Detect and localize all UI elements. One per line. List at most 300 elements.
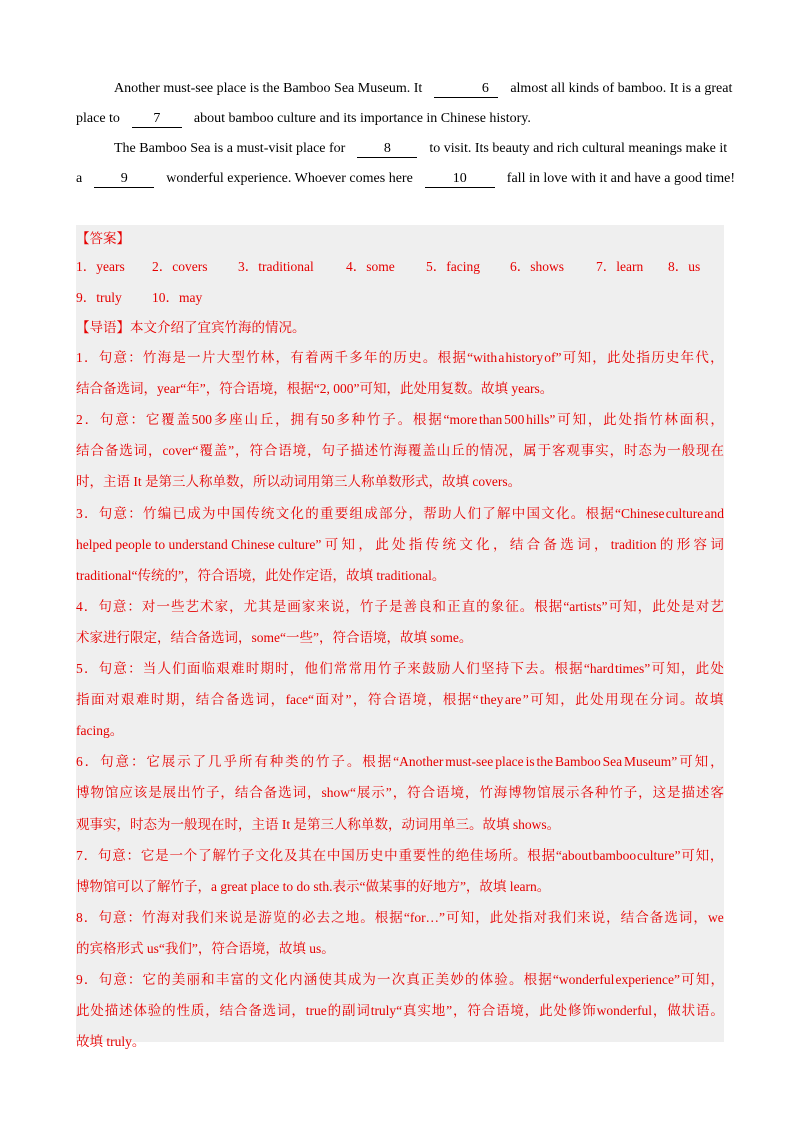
text-chunk: 符 xyxy=(407,785,421,801)
text-chunk: 。 xyxy=(422,350,437,365)
text-chunk: 文 xyxy=(541,505,555,521)
text-chunk: 指 xyxy=(636,350,650,365)
text-chunk: 6 xyxy=(76,754,83,770)
explanation-line: 的宾格形式 us“我们”，符合语境，故填 us。 xyxy=(76,940,335,956)
text-chunk: 当 xyxy=(142,661,157,676)
text-chunk: 时 xyxy=(245,661,260,676)
blank-10: 10 xyxy=(425,171,495,188)
text-chunk: 面 xyxy=(315,692,329,708)
text-chunk: 的 xyxy=(441,847,455,863)
text-chunk: 它 xyxy=(145,412,160,428)
text-chunk: 据 xyxy=(569,661,583,676)
text-chunk: 统 xyxy=(261,505,275,521)
text-chunk: 此 xyxy=(539,1003,553,1019)
explanation-line xyxy=(76,997,724,1025)
text-chunk: 其 xyxy=(258,598,272,614)
text-chunk: 及 xyxy=(283,847,298,863)
text-chunk: 选 xyxy=(278,785,292,801)
text-chunk: 合 xyxy=(635,909,649,925)
text-chunk: 中 xyxy=(511,505,526,521)
text-chunk: ” xyxy=(522,692,529,708)
text-chunk: “for…” xyxy=(403,909,446,925)
text-chunk: 覆 xyxy=(161,412,175,428)
text-chunk: 子 xyxy=(241,847,255,863)
passage-segment: wonderful experience. Whoever comes here xyxy=(166,171,413,186)
text-chunk: ． xyxy=(83,350,98,365)
text-chunk: 丽 xyxy=(186,972,200,987)
text-chunk: 林 xyxy=(260,350,275,365)
explanation-line xyxy=(76,748,724,776)
text-chunk: 据 xyxy=(452,350,466,365)
text-chunk: 结 xyxy=(509,536,524,552)
text-chunk: 词 xyxy=(356,1003,370,1019)
passage-line xyxy=(76,164,736,194)
text-chunk: ： xyxy=(127,909,141,925)
text-chunk: 海 xyxy=(393,443,408,459)
text-chunk: 妙 xyxy=(450,972,464,987)
text-chunk: 对 xyxy=(105,692,120,708)
text-chunk: 知 xyxy=(695,847,710,863)
answer-list-row-2 xyxy=(76,284,724,312)
text-chunk: 个 xyxy=(183,847,198,863)
text-chunk: ， xyxy=(587,412,602,428)
text-chunk: 。 xyxy=(570,505,585,521)
text-chunk: 对 xyxy=(171,909,185,925)
text-chunk: 画 xyxy=(287,598,301,614)
text-chunk: 合 xyxy=(249,785,263,801)
text-chunk: 盖 xyxy=(422,443,436,459)
text-chunk: 丰 xyxy=(215,972,230,987)
text-chunk: 国 xyxy=(231,505,245,521)
text-chunk: 年 xyxy=(363,350,378,365)
text-chunk: 可 xyxy=(679,754,693,770)
text-chunk: 竹 xyxy=(609,785,623,801)
text-chunk: 去 xyxy=(316,909,331,925)
text-chunk: 博 xyxy=(76,785,90,801)
text-chunk: the xyxy=(536,754,554,770)
text-chunk: 1 xyxy=(76,350,83,365)
text-chunk: 知 xyxy=(695,972,710,987)
text-chunk: “more xyxy=(443,412,478,428)
text-chunk: 实 xyxy=(595,443,609,459)
explanation-line xyxy=(76,686,724,714)
text-chunk: 句 xyxy=(99,412,114,428)
text-chunk: Chinese xyxy=(231,536,275,552)
text-chunk: 。 xyxy=(679,692,694,708)
text-chunk: 指 xyxy=(76,692,90,708)
text-chunk: 和 xyxy=(201,972,215,987)
text-chunk: 积 xyxy=(695,412,709,428)
text-chunk: 所 xyxy=(238,754,253,770)
explanation-line: 博物馆可以了解竹子，a great place to do sth.表示“做某事的好地方”，故填 learn。 xyxy=(76,878,551,894)
passage xyxy=(76,74,736,194)
text-chunk: 。 xyxy=(512,847,527,863)
text-chunk: 据 xyxy=(457,692,472,708)
text-chunk: 艰 xyxy=(120,692,135,708)
text-chunk: 验 xyxy=(494,972,508,987)
text-chunk: 子 xyxy=(374,598,388,614)
text-chunk: ， xyxy=(710,350,724,365)
text-chunk: 展 xyxy=(162,785,177,801)
text-chunk: 是 xyxy=(388,598,403,614)
text-chunk: 是 xyxy=(272,598,287,614)
text-chunk: 词 xyxy=(577,536,591,552)
text-chunk: 了 xyxy=(482,505,496,521)
text-chunk: 正 xyxy=(447,598,461,614)
text-chunk: 词 xyxy=(292,785,307,801)
text-chunk: 子 xyxy=(623,785,638,801)
text-chunk: 出 xyxy=(177,785,191,801)
text-chunk: 家 xyxy=(214,598,229,614)
text-chunk: 解 xyxy=(212,847,226,863)
text-chunk: 象 xyxy=(490,598,505,614)
text-chunk: 2 xyxy=(76,412,83,428)
explanation-line xyxy=(76,904,724,932)
text-chunk: 助 xyxy=(438,505,452,521)
text-chunk: 来 xyxy=(214,909,229,925)
text-chunk: 状 xyxy=(681,1003,696,1019)
text-chunk: “hard xyxy=(583,661,614,676)
text-chunk: 知 xyxy=(577,350,592,365)
text-chunk: 境 xyxy=(412,692,427,708)
text-chunk: 意 xyxy=(112,598,127,614)
text-chunk: 难 xyxy=(135,692,150,708)
text-chunk: ， xyxy=(358,536,372,552)
text-chunk: 要 xyxy=(412,847,427,863)
text-chunk: 竹 xyxy=(366,412,381,428)
text-chunk: face“ xyxy=(285,692,315,708)
text-chunk: 述 xyxy=(695,785,710,801)
text-chunk: 的 xyxy=(659,536,674,552)
text-chunk: 词 xyxy=(678,909,693,925)
text-chunk: 坚 xyxy=(480,661,495,676)
text-chunk: 种 xyxy=(351,412,366,428)
text-chunk: ： xyxy=(126,847,140,863)
text-chunk: 编 xyxy=(157,505,172,521)
text-chunk: 些 xyxy=(170,598,185,614)
explanation-line: facing。 xyxy=(76,723,124,739)
text-chunk: 种 xyxy=(269,754,284,770)
passage-segment: The Bamboo Sea is a must-visit place for xyxy=(114,141,346,156)
text-chunk: 据 xyxy=(389,909,403,925)
text-chunk: 述 xyxy=(119,1003,133,1019)
text-chunk: 合 xyxy=(263,443,278,459)
text-chunk: 处 xyxy=(621,350,636,365)
text-chunk: 可 xyxy=(681,972,695,987)
text-chunk: ， xyxy=(709,847,724,863)
text-chunk: 美 xyxy=(171,972,186,987)
text-chunk: 合 xyxy=(233,1003,248,1019)
text-chunk: 境 xyxy=(510,1003,524,1019)
answer-header: 【答案】 xyxy=(76,231,130,246)
text-chunk: 中 xyxy=(216,505,231,521)
text-chunk: 良 xyxy=(418,598,432,614)
text-chunk: 征 xyxy=(505,598,519,614)
text-chunk: 结 xyxy=(620,909,635,925)
text-chunk: 真 xyxy=(406,972,420,987)
text-chunk: 子 xyxy=(335,443,350,459)
text-chunk: ， xyxy=(452,1003,467,1019)
text-chunk: 分 xyxy=(393,505,408,521)
text-chunk: ， xyxy=(427,692,442,708)
text-chunk: true xyxy=(305,1003,327,1019)
text-chunk: 示 xyxy=(565,785,580,801)
text-chunk: 句 xyxy=(98,909,112,925)
text-chunk: 竹 xyxy=(316,754,330,770)
text-chunk: 修 xyxy=(567,1003,582,1019)
passage-segment: Another must-see place is the Bamboo Sea Museum. It xyxy=(114,81,423,96)
text-chunk: 备 xyxy=(263,785,278,801)
text-chunk: ， xyxy=(638,785,652,801)
text-chunk: 处 xyxy=(553,1003,567,1019)
text-chunk: ， xyxy=(464,785,479,801)
text-chunk: 们 xyxy=(319,661,333,676)
text-chunk: 根 xyxy=(412,412,427,428)
text-chunk: 来 xyxy=(316,598,330,614)
text-chunk: ， xyxy=(606,909,620,925)
answer-item: 2．covers xyxy=(152,259,208,274)
text-chunk: 5 xyxy=(76,661,83,676)
text-chunk: 处 xyxy=(618,412,632,428)
text-chunk: 为 xyxy=(202,505,216,521)
explanation-line: 故填 truly。 xyxy=(76,1034,146,1050)
text-chunk: 观 xyxy=(566,443,580,459)
passage-line xyxy=(76,104,726,134)
text-chunk: 对 xyxy=(330,692,344,708)
text-chunk: 现 xyxy=(620,692,634,708)
text-chunk: 语 xyxy=(397,692,412,708)
text-chunk: a xyxy=(498,350,505,365)
text-chunk: 合 xyxy=(526,536,541,552)
text-chunk: 备 xyxy=(649,909,664,925)
text-chunk: 有 xyxy=(290,350,304,365)
text-chunk: 可 xyxy=(651,661,665,676)
text-chunk: ． xyxy=(83,909,98,925)
text-chunk: 可 xyxy=(557,412,571,428)
text-chunk: 合 xyxy=(210,692,225,708)
text-chunk: 500 xyxy=(191,412,212,428)
text-chunk: 的 xyxy=(464,972,479,987)
text-chunk: 7 xyxy=(76,847,83,863)
text-chunk: “wonderful xyxy=(552,972,615,987)
text-chunk: is xyxy=(525,754,535,770)
text-chunk: 选 xyxy=(664,909,678,925)
text-chunk: 史 xyxy=(408,350,422,365)
text-chunk: 词 xyxy=(710,536,724,552)
passage-segment: about bamboo culture and its importance in Chinese history. xyxy=(193,111,531,126)
text-chunk: 。 xyxy=(508,972,523,987)
text-chunk: 多 xyxy=(213,412,228,428)
text-chunk: truly“ xyxy=(370,1003,403,1019)
text-chunk: 意 xyxy=(112,909,127,925)
explanation-line xyxy=(76,593,724,621)
explanation-line xyxy=(76,500,724,528)
text-chunk: 期 xyxy=(260,661,274,676)
text-chunk: 在 xyxy=(312,847,327,863)
text-chunk: 句 xyxy=(98,350,113,365)
answer-list-row-1 xyxy=(76,253,724,281)
text-chunk: 为 xyxy=(362,972,376,987)
text-chunk: 着 xyxy=(305,350,319,365)
explanation-line: 时，主语 It 是第三人称单数，所以动词用第三人称单数形式，故填 covers。 xyxy=(76,474,522,490)
text-chunk: 在 xyxy=(710,443,724,459)
text-chunk: 文 xyxy=(255,847,269,863)
text-chunk: 。 xyxy=(710,1003,724,1019)
text-chunk: 一 xyxy=(667,443,681,459)
answer-item: 1．years xyxy=(76,259,125,274)
text-chunk: 。 xyxy=(539,661,554,676)
text-chunk: 子 xyxy=(382,412,396,428)
text-chunk: and xyxy=(704,505,724,521)
text-chunk: 句 xyxy=(98,505,113,521)
text-chunk: 为 xyxy=(652,443,667,459)
text-chunk: 地 xyxy=(345,909,360,925)
text-chunk: ， xyxy=(710,412,724,428)
explanation-line xyxy=(76,966,724,994)
text-chunk: 他 xyxy=(304,661,318,676)
text-chunk: 林 xyxy=(664,412,678,428)
text-chunk: 善 xyxy=(403,598,417,614)
text-chunk: 我 xyxy=(185,909,200,925)
text-chunk: 拥 xyxy=(290,412,304,428)
text-chunk: 性 xyxy=(176,1003,191,1019)
text-chunk: are xyxy=(504,692,522,708)
passage-segment: fall in love with it and have a good time! xyxy=(506,171,736,186)
text-chunk: 使 xyxy=(318,972,332,987)
text-chunk: 质 xyxy=(190,1003,205,1019)
text-chunk: 盖 xyxy=(176,412,190,428)
text-chunk: 海 xyxy=(156,909,171,925)
text-chunk: 客 xyxy=(710,785,724,801)
text-chunk: 我 xyxy=(547,909,562,925)
text-chunk: 处 xyxy=(392,536,406,552)
text-chunk: 的 xyxy=(327,1003,342,1019)
text-chunk: 海 xyxy=(493,785,508,801)
blank-7: 7 xyxy=(132,111,182,128)
text-chunk: 选 xyxy=(240,692,255,708)
text-chunk: “artists” xyxy=(563,598,608,614)
answer-section xyxy=(76,225,724,1050)
text-chunk: 语 xyxy=(696,1003,710,1019)
text-chunk: 传 xyxy=(246,505,260,521)
text-chunk: 是 xyxy=(172,350,186,365)
text-chunk: 处 xyxy=(666,598,681,614)
text-chunk: 句 xyxy=(98,598,112,614)
explanation-line: traditional“传统的”，符合语境，此处作定语，故填 traditional。 xyxy=(76,567,446,583)
text-chunk: 句 xyxy=(97,847,112,863)
text-chunk: “with xyxy=(467,350,498,365)
text-chunk: 历 xyxy=(651,350,665,365)
text-chunk: 子 xyxy=(392,661,407,676)
text-chunk: 词 xyxy=(133,443,148,459)
text-chunk: ， xyxy=(637,598,652,614)
text-chunk: ． xyxy=(83,598,98,614)
answer-item: 10．may xyxy=(152,290,203,305)
text-chunk: ” xyxy=(228,443,235,459)
text-chunk: 要 xyxy=(334,505,349,521)
text-chunk: ， xyxy=(289,661,304,676)
text-chunk: 事 xyxy=(580,443,595,459)
text-chunk: ， xyxy=(710,754,724,770)
text-chunk: 正 xyxy=(421,972,435,987)
text-chunk: 根 xyxy=(585,505,599,521)
text-chunk: 竹 xyxy=(479,785,493,801)
text-chunk: 场 xyxy=(484,847,498,863)
explanation-line xyxy=(76,344,724,372)
text-chunk: 据 xyxy=(377,754,392,770)
text-chunk: 们 xyxy=(467,505,481,521)
text-chunk: 了 xyxy=(198,847,212,863)
text-chunk: 面 xyxy=(90,692,105,708)
text-chunk: 的 xyxy=(305,505,319,521)
text-chunk: ， xyxy=(524,1003,539,1019)
text-chunk: 历 xyxy=(393,350,407,365)
text-chunk: 化 xyxy=(476,536,490,552)
text-chunk: 面 xyxy=(186,661,201,676)
text-chunk: 中 xyxy=(384,847,398,863)
blank-9: 9 xyxy=(94,171,154,188)
text-chunk: 鼓 xyxy=(422,661,436,676)
text-chunk: Sea xyxy=(602,754,623,770)
text-chunk: 年 xyxy=(680,350,695,365)
text-chunk: 选 xyxy=(560,536,574,552)
text-chunk: 子 xyxy=(205,785,220,801)
text-chunk: 竹 xyxy=(378,661,392,676)
text-chunk: 人 xyxy=(451,661,466,676)
text-chunk: 两 xyxy=(319,350,334,365)
text-chunk: 文 xyxy=(459,536,473,552)
text-chunk: 根 xyxy=(534,598,548,614)
text-chunk: 来 xyxy=(577,909,591,925)
text-chunk: 竹 xyxy=(143,505,157,521)
text-chunk: 展 xyxy=(551,785,565,801)
text-chunk: 根 xyxy=(554,661,568,676)
explanation-line xyxy=(76,655,724,683)
text-chunk: 合 xyxy=(421,785,436,801)
text-chunk: 其 xyxy=(298,847,312,863)
text-chunk: ： xyxy=(128,350,142,365)
text-chunk: 史 xyxy=(369,847,384,863)
text-chunk: 是 xyxy=(155,847,169,863)
text-chunk: 对 xyxy=(141,598,156,614)
text-chunk: 子 xyxy=(331,754,345,770)
text-chunk: ， xyxy=(180,692,195,708)
text-chunk: 史 xyxy=(665,350,680,365)
text-chunk: 的 xyxy=(300,754,315,770)
text-chunk: ． xyxy=(84,754,99,770)
text-chunk: 知 xyxy=(623,598,637,614)
text-chunk: place xyxy=(495,754,524,770)
passage-segment: place to xyxy=(76,111,120,126)
text-chunk: 据 xyxy=(538,972,552,987)
text-chunk: 涵 xyxy=(303,972,318,987)
text-chunk: ， xyxy=(652,1003,667,1019)
text-chunk: 备 xyxy=(248,1003,262,1019)
text-chunk: ” xyxy=(446,1003,453,1019)
text-chunk: 类 xyxy=(285,754,299,770)
text-chunk: 9 xyxy=(76,972,83,987)
text-chunk: 形 xyxy=(676,536,691,552)
text-chunk: 意 xyxy=(113,350,127,365)
text-chunk: 竹 xyxy=(226,847,241,863)
text-chunk: 多 xyxy=(336,412,350,428)
text-chunk: 语 xyxy=(496,1003,510,1019)
text-chunk: 。 xyxy=(397,412,412,428)
text-chunk: 的 xyxy=(245,972,259,987)
text-chunk: 根 xyxy=(362,754,376,770)
text-chunk: culture xyxy=(665,505,704,521)
text-chunk: 术 xyxy=(200,598,214,614)
